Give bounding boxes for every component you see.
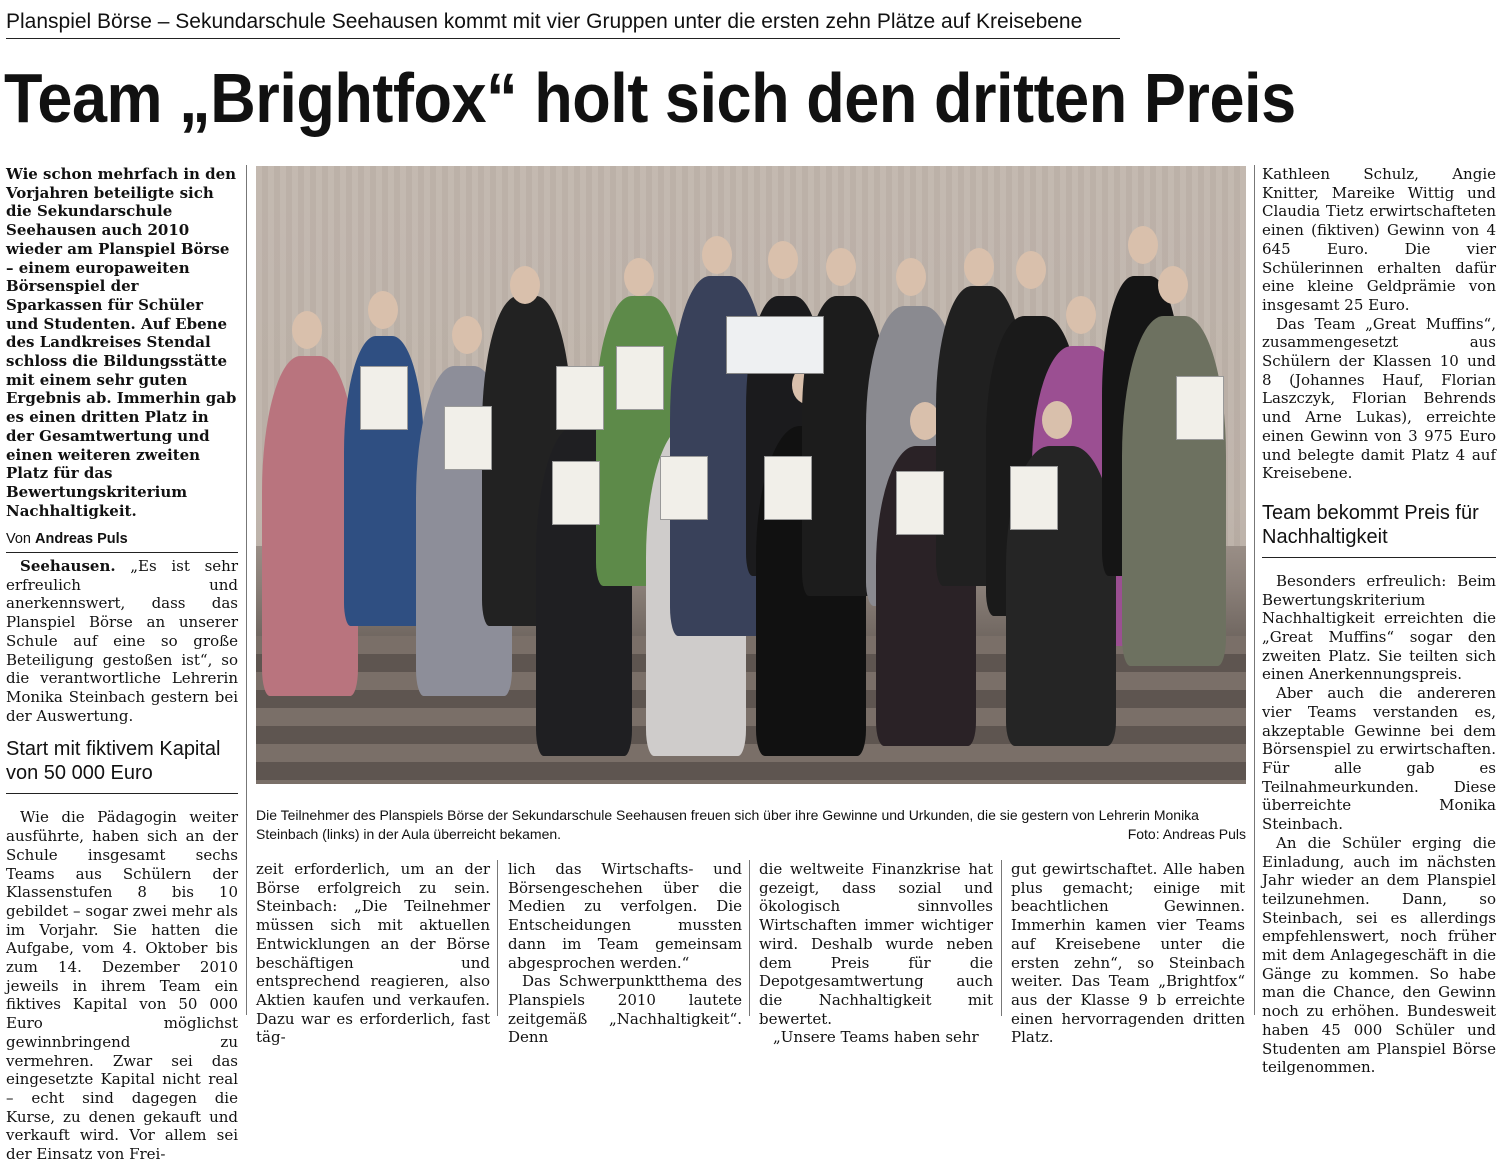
column-rule — [246, 165, 247, 1015]
certificate — [552, 461, 600, 525]
paragraph-right-1: Kathleen Schulz, Angie Knitter, Mareike Wittig und Claudia Tietz erwirtschafteten einen (fiktiven) Gewinn von 4 645 Euro. Die vier Schülerinnen erhalten dafür eine kleine Geldprämie von insgesamt 25 Euro. — [1262, 165, 1496, 314]
column-rule — [1001, 860, 1002, 1016]
lead-paragraph: Wie schon mehrfach in den Vorjahren beteiligte sich die Sekundarschule Seehausen auch 2010 wieder am Planspiel Börse – einem europaweiten Börsenspiel der Sparkassen für Schüler und Studenten. Auf Ebene des Landkreises Stendal schloss die Bildungsstätte mit einem sehr guten Ergebnis ab. Immerhin gab es einen dritten Platz in der Gesamtwertung und einen weiteren zweiten Platz für das Bewertungskriterium Nachhaltigkeit. — [6, 165, 237, 520]
column-right — [1262, 165, 1496, 1077]
column-2 — [256, 860, 490, 1047]
paragraph-right-5: An die Schüler erging die Einladung, auch im nächsten Jahr wieder an dem Planspiel teilzunehmen. Dann, so Steinbach, sei es allerdings empfehlenswert, noch früher mit dem Anlagegeschäft in die Gänge zu kommen. So habe man die Chance, den Gewinn noch zu erhöhen. Bundesweit haben 45 000 Schüler und Studenten am Planspiel Börse teilgenommen. — [1262, 833, 1496, 1077]
column-rule — [497, 860, 498, 1016]
paragraph-text: „Es ist sehr erfreulich und anerkennswert, dass das Planspiel Börse an unserer Schule auf eine so große Beteiligung gestoßen ist“, so die verantwortliche Lehrerin Monika Steinbach gestern bei der Auswertung. — [6, 557, 238, 725]
paragraph-col5: gut gewirtschaftet. Alle haben plus gemacht; einige mit beachtlichen Gewinnen. Immerhin kamen vier Teams auf Kreisebene unter die ersten zehn“, so Steinbach weiter. Das Team „Brightfox“ aus der Klasse 9 b erreichte einen hervorragenden dritten Platz. — [1011, 860, 1245, 1047]
column-5 — [1011, 860, 1245, 1047]
byline-author: Andreas Puls — [35, 531, 128, 548]
certificate — [360, 366, 408, 430]
column-rule — [1254, 165, 1255, 1015]
subhead-sustainability: Team bekommt Preis für Nachhaltigkeit — [1262, 501, 1496, 558]
byline — [6, 530, 238, 553]
certificate — [660, 456, 708, 520]
paragraph-col4b: „Unsere Teams haben sehr — [773, 1028, 979, 1047]
photo-person-head — [964, 248, 994, 286]
paragraph-col3a: lich das Wirtschafts- und Börsengeschehen über die Medien zu verfolgen. Die Entscheidungen mussten dann im Team gemeinsam abgesprochen werden.“ — [508, 860, 742, 972]
certificate — [764, 456, 812, 520]
photo-person-head — [1158, 266, 1188, 304]
photo-person-head — [624, 258, 654, 296]
photo-caption — [256, 806, 1246, 844]
caption-text: Die Teilnehmer des Planspiels Börse der Sekundarschule Seehausen freuen sich über ihre Gewinne und Urkunden, die sie gestern von Lehrerin Monika Steinbach (links) in der Aula überreicht bekamen. — [256, 807, 1199, 842]
certificate — [1010, 466, 1058, 530]
column-4 — [759, 860, 993, 1047]
paragraph-right-4: Aber auch die andereren vier Teams verstanden es, akzeptable Gewinne bei dem Börsenspiel zu erwirtschaften. Für alle gab es Teilnahmeurkunden. Diese überreichte Monika Steinbach. — [1262, 684, 1496, 834]
photo-person — [1122, 316, 1226, 666]
headline: Team „Brightfox“ holt sich den dritten Preis — [4, 59, 1296, 137]
subhead-start-capital: Start mit fiktivem Kapital von 50 000 Euro — [6, 737, 238, 794]
certificate — [896, 471, 944, 535]
paragraph-right-2: Das Team „Great Muffins“, zusammengesetzt aus Schülern der Klassen 10 und 8 (Johannes Hauf, Florian Laszczyk, Florian Behrends und Arne Lukas), erreichte einen Gewinn von 3 975 Euro und belegte damit Platz 4 auf Kreisebene. — [1262, 314, 1496, 483]
prize-banner — [726, 316, 824, 374]
certificate — [1176, 376, 1224, 440]
paragraph-right-3: Besonders erfreulich: Beim Bewertungskriterium Nachhaltigkeit erreichten die „Great Muffins“ sogar den zweiten Platz. Sie teilten sich einen Anerkennungspreis. — [1262, 571, 1496, 684]
photo-person-head — [896, 258, 926, 296]
photo-person-head — [510, 266, 540, 304]
photo-credit: Foto: Andreas Puls — [1127, 826, 1246, 842]
photo-person-head — [1016, 251, 1046, 289]
paragraph-paedagogin: Wie die Pädagogin weiter ausführte, haben sich an der Schule insgesamt sechs Teams aus Schülern der Klassenstufen 8 bis 10 gebildet – sogar zwei mehr als im Vorjahr. Sie hatten die Aufgabe, vom 4. Oktober bis zum 14. Dezember 2010 jeweils in ihrem Team ein fiktives Kapital von 50 000 Euro möglichst gewinnbringend zu vermehren. Zwar sei das eingesetzte Kapital nicht real – echt sind dagegen die Kurse, zu denen gekauft und verkauft wird. Vor allem sei der Einsatz von Frei- — [6, 808, 238, 1164]
certificate — [616, 346, 664, 410]
kicker-line: Planspiel Börse – Sekundarschule Seehausen kommt mit vier Gruppen unter die ersten zehn Plätze auf Kreisebene — [6, 8, 1120, 39]
paragraph-col3b: Das Schwerpunktthema des Planspiels 2010 lautete zeitgemäß „Nachhaltigkeit“. Denn — [508, 972, 742, 1047]
paragraph-col4a: die weltweite Finanzkrise hat gezeigt, dass sozial und ökologisch sinnvolles Wirtschaften immer wichtiger wird. Deshalb wurde neben dem Preis für die Depotgesamtwertung auch die Nachhaltigkeit mit bewertet. — [759, 860, 993, 1028]
photo-person-head — [826, 248, 856, 286]
photo-person-head — [292, 311, 322, 349]
byline-prefix: Von — [6, 531, 36, 548]
column-rule — [749, 860, 750, 1016]
paragraph-seehausen — [6, 557, 238, 725]
certificate — [444, 406, 492, 470]
photo-person-head — [1042, 401, 1072, 439]
paragraph-col2: zeit erforderlich, um an der Börse erfolgreich zu sein. Steinbach: „Die Teilnehmer müssen sich mit aktuellen Entwicklungen an der Börse beschäftigen und entsprechend reagieren, also Aktien kaufen und verkaufen. Dazu war es erforderlich, fast täg- — [256, 860, 490, 1047]
photo-person-head — [1066, 296, 1096, 334]
photo-person-head — [368, 291, 398, 329]
photo-person-head — [702, 236, 732, 274]
column-3 — [508, 860, 742, 1047]
dateline: Seehausen. — [20, 557, 116, 576]
column-left — [6, 165, 238, 1164]
group-photo — [256, 166, 1246, 784]
photo-person-head — [452, 316, 482, 354]
photo-person-head — [1128, 226, 1158, 264]
photo-person-head — [768, 241, 798, 279]
certificate — [556, 366, 604, 430]
